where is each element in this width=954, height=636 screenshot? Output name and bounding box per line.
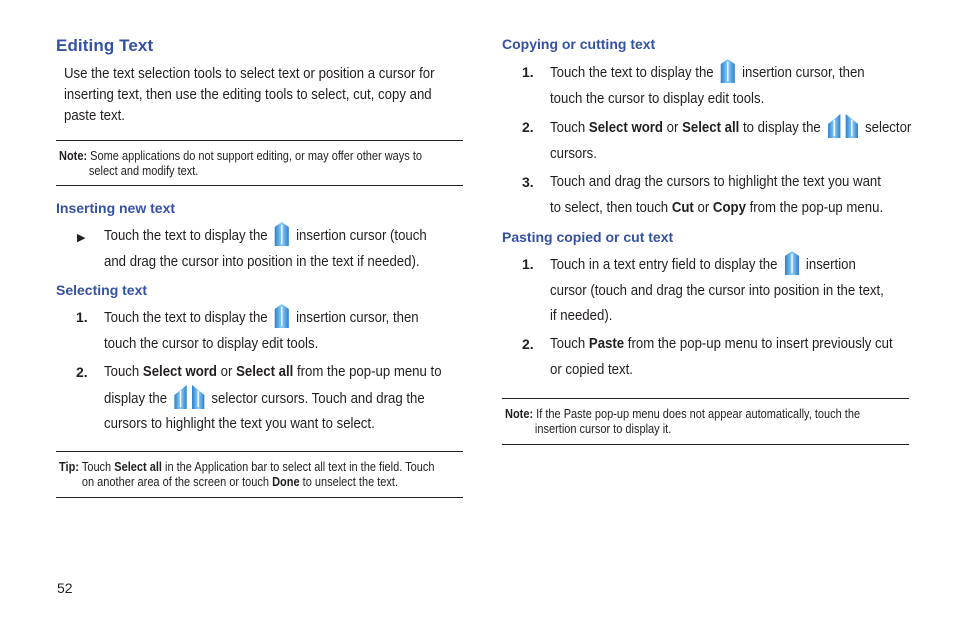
note-text: insertion cursor to display it.	[534, 421, 672, 436]
tip-text: to unselect the text.	[302, 474, 399, 489]
step-text: cursor (touch and drag the cursor into position in the text,	[550, 281, 884, 299]
step-text: or	[697, 198, 710, 216]
intro-line: Use the text selection tools to select text or position a cursor for	[64, 65, 435, 82]
note-label: Note:	[59, 149, 88, 163]
tip-text: Touch	[81, 460, 112, 474]
selecting-step-2	[104, 359, 442, 437]
tip-bottom-rule	[56, 497, 463, 498]
inserting-step	[104, 222, 427, 274]
step-text: Touch and drag the cursors to highlight the text you want	[550, 173, 881, 190]
note-top-rule	[56, 140, 463, 141]
tip-box	[59, 460, 434, 489]
step-text: or	[220, 363, 233, 380]
note-box	[505, 407, 860, 436]
step-text: or copied text.	[550, 360, 633, 378]
step-text: if needed).	[550, 307, 613, 324]
step-text: from the pop-up menu to	[296, 363, 442, 380]
tip-top-rule	[56, 451, 463, 452]
paste-label: Paste	[588, 335, 625, 352]
step-number: 2.	[522, 336, 534, 352]
copying-step-2	[550, 114, 911, 166]
step-text: from the pop-up menu.	[749, 198, 884, 216]
select-word-label: Select word	[588, 119, 663, 136]
selecting-step-1	[104, 304, 419, 356]
select-all-label: Select all	[114, 460, 162, 474]
intro-line: paste text.	[64, 107, 125, 124]
step-text: or	[666, 119, 679, 136]
section-heading-copying: Copying or cutting text	[502, 36, 656, 52]
step-text: to display the	[742, 119, 821, 136]
select-word-label: Select word	[142, 363, 217, 380]
bullet-arrow-icon: ▶	[77, 232, 86, 244]
step-text: selector cursors. Touch and drag the	[211, 389, 425, 407]
done-label: Done	[272, 474, 300, 489]
step-text: display the	[104, 389, 168, 407]
insertion-cursor-icon	[273, 222, 291, 246]
step-text: touch the cursor to display edit tools.	[550, 89, 765, 107]
step-number: 1.	[522, 64, 534, 80]
step-text: Touch	[550, 335, 586, 352]
step-number: 2.	[522, 119, 534, 135]
step-text: Touch the text to display the	[104, 309, 268, 326]
copying-step-3	[550, 169, 883, 220]
step-text: Touch the text to display the	[104, 227, 268, 244]
section-heading-selecting: Selecting text	[56, 282, 148, 298]
step-text: to select, then touch	[550, 198, 669, 216]
copying-step-1	[550, 59, 865, 111]
step-text: Touch	[550, 119, 586, 136]
note-label: Note:	[505, 407, 534, 421]
tip-text: in the Application bar to select all text in the field. Touch	[165, 460, 435, 474]
section-heading-inserting: Inserting new text	[56, 200, 176, 216]
step-text: cursors.	[550, 144, 597, 162]
step-text: Touch	[104, 363, 140, 380]
intro-line: inserting text, then use the editing tools to select, cut, copy and	[64, 86, 432, 103]
note-text: Some applications do not support editing, or may offer other ways to	[90, 149, 423, 163]
step-text: from the pop-up menu to insert previously cut	[627, 335, 893, 352]
step-number: 2.	[76, 364, 88, 380]
step-text: touch the cursor to display edit tools.	[104, 334, 319, 352]
insertion-cursor-icon	[783, 251, 801, 275]
step-text: Touch in a text entry field to display the	[550, 256, 778, 273]
step-text: insertion cursor, then	[742, 64, 865, 81]
step-number: 1.	[76, 309, 88, 325]
page-number: 52	[57, 580, 73, 596]
tip-text: on another area of the screen or touch	[81, 474, 270, 489]
tip-label: Tip:	[59, 460, 79, 474]
select-all-label: Select all	[682, 119, 740, 136]
note-text: select and modify text.	[88, 163, 199, 178]
select-all-label: Select all	[236, 363, 294, 380]
insertion-cursor-icon	[719, 59, 737, 83]
page-title: Editing Text	[56, 36, 154, 55]
note-box	[59, 149, 422, 178]
step-text: insertion cursor, then	[296, 309, 419, 326]
step-text: cursors to highlight the text you want to select.	[104, 415, 375, 432]
selector-cursors-icon	[173, 385, 206, 409]
insertion-cursor-icon	[273, 304, 291, 328]
pasting-step-2	[550, 331, 893, 382]
selector-cursors-icon	[826, 114, 859, 138]
note-bottom-rule	[502, 444, 909, 445]
note-text: If the Paste pop-up menu does not appear automatically, touch the	[536, 407, 861, 421]
step-text: insertion cursor (touch	[296, 227, 427, 244]
cut-label: Cut	[671, 198, 694, 216]
intro-paragraph	[64, 63, 435, 126]
step-number: 3.	[522, 174, 534, 190]
note-bottom-rule	[56, 185, 463, 186]
step-text: Touch the text to display the	[550, 64, 714, 81]
pasting-step-1	[550, 251, 884, 329]
note-top-rule	[502, 398, 909, 399]
step-text: selector	[865, 119, 912, 136]
step-text: insertion	[805, 256, 856, 273]
step-text: and drag the cursor into position in the text if needed).	[104, 252, 420, 270]
step-number: 1.	[522, 256, 534, 272]
copy-label: Copy	[712, 198, 746, 216]
section-heading-pasting: Pasting copied or cut text	[502, 229, 674, 245]
